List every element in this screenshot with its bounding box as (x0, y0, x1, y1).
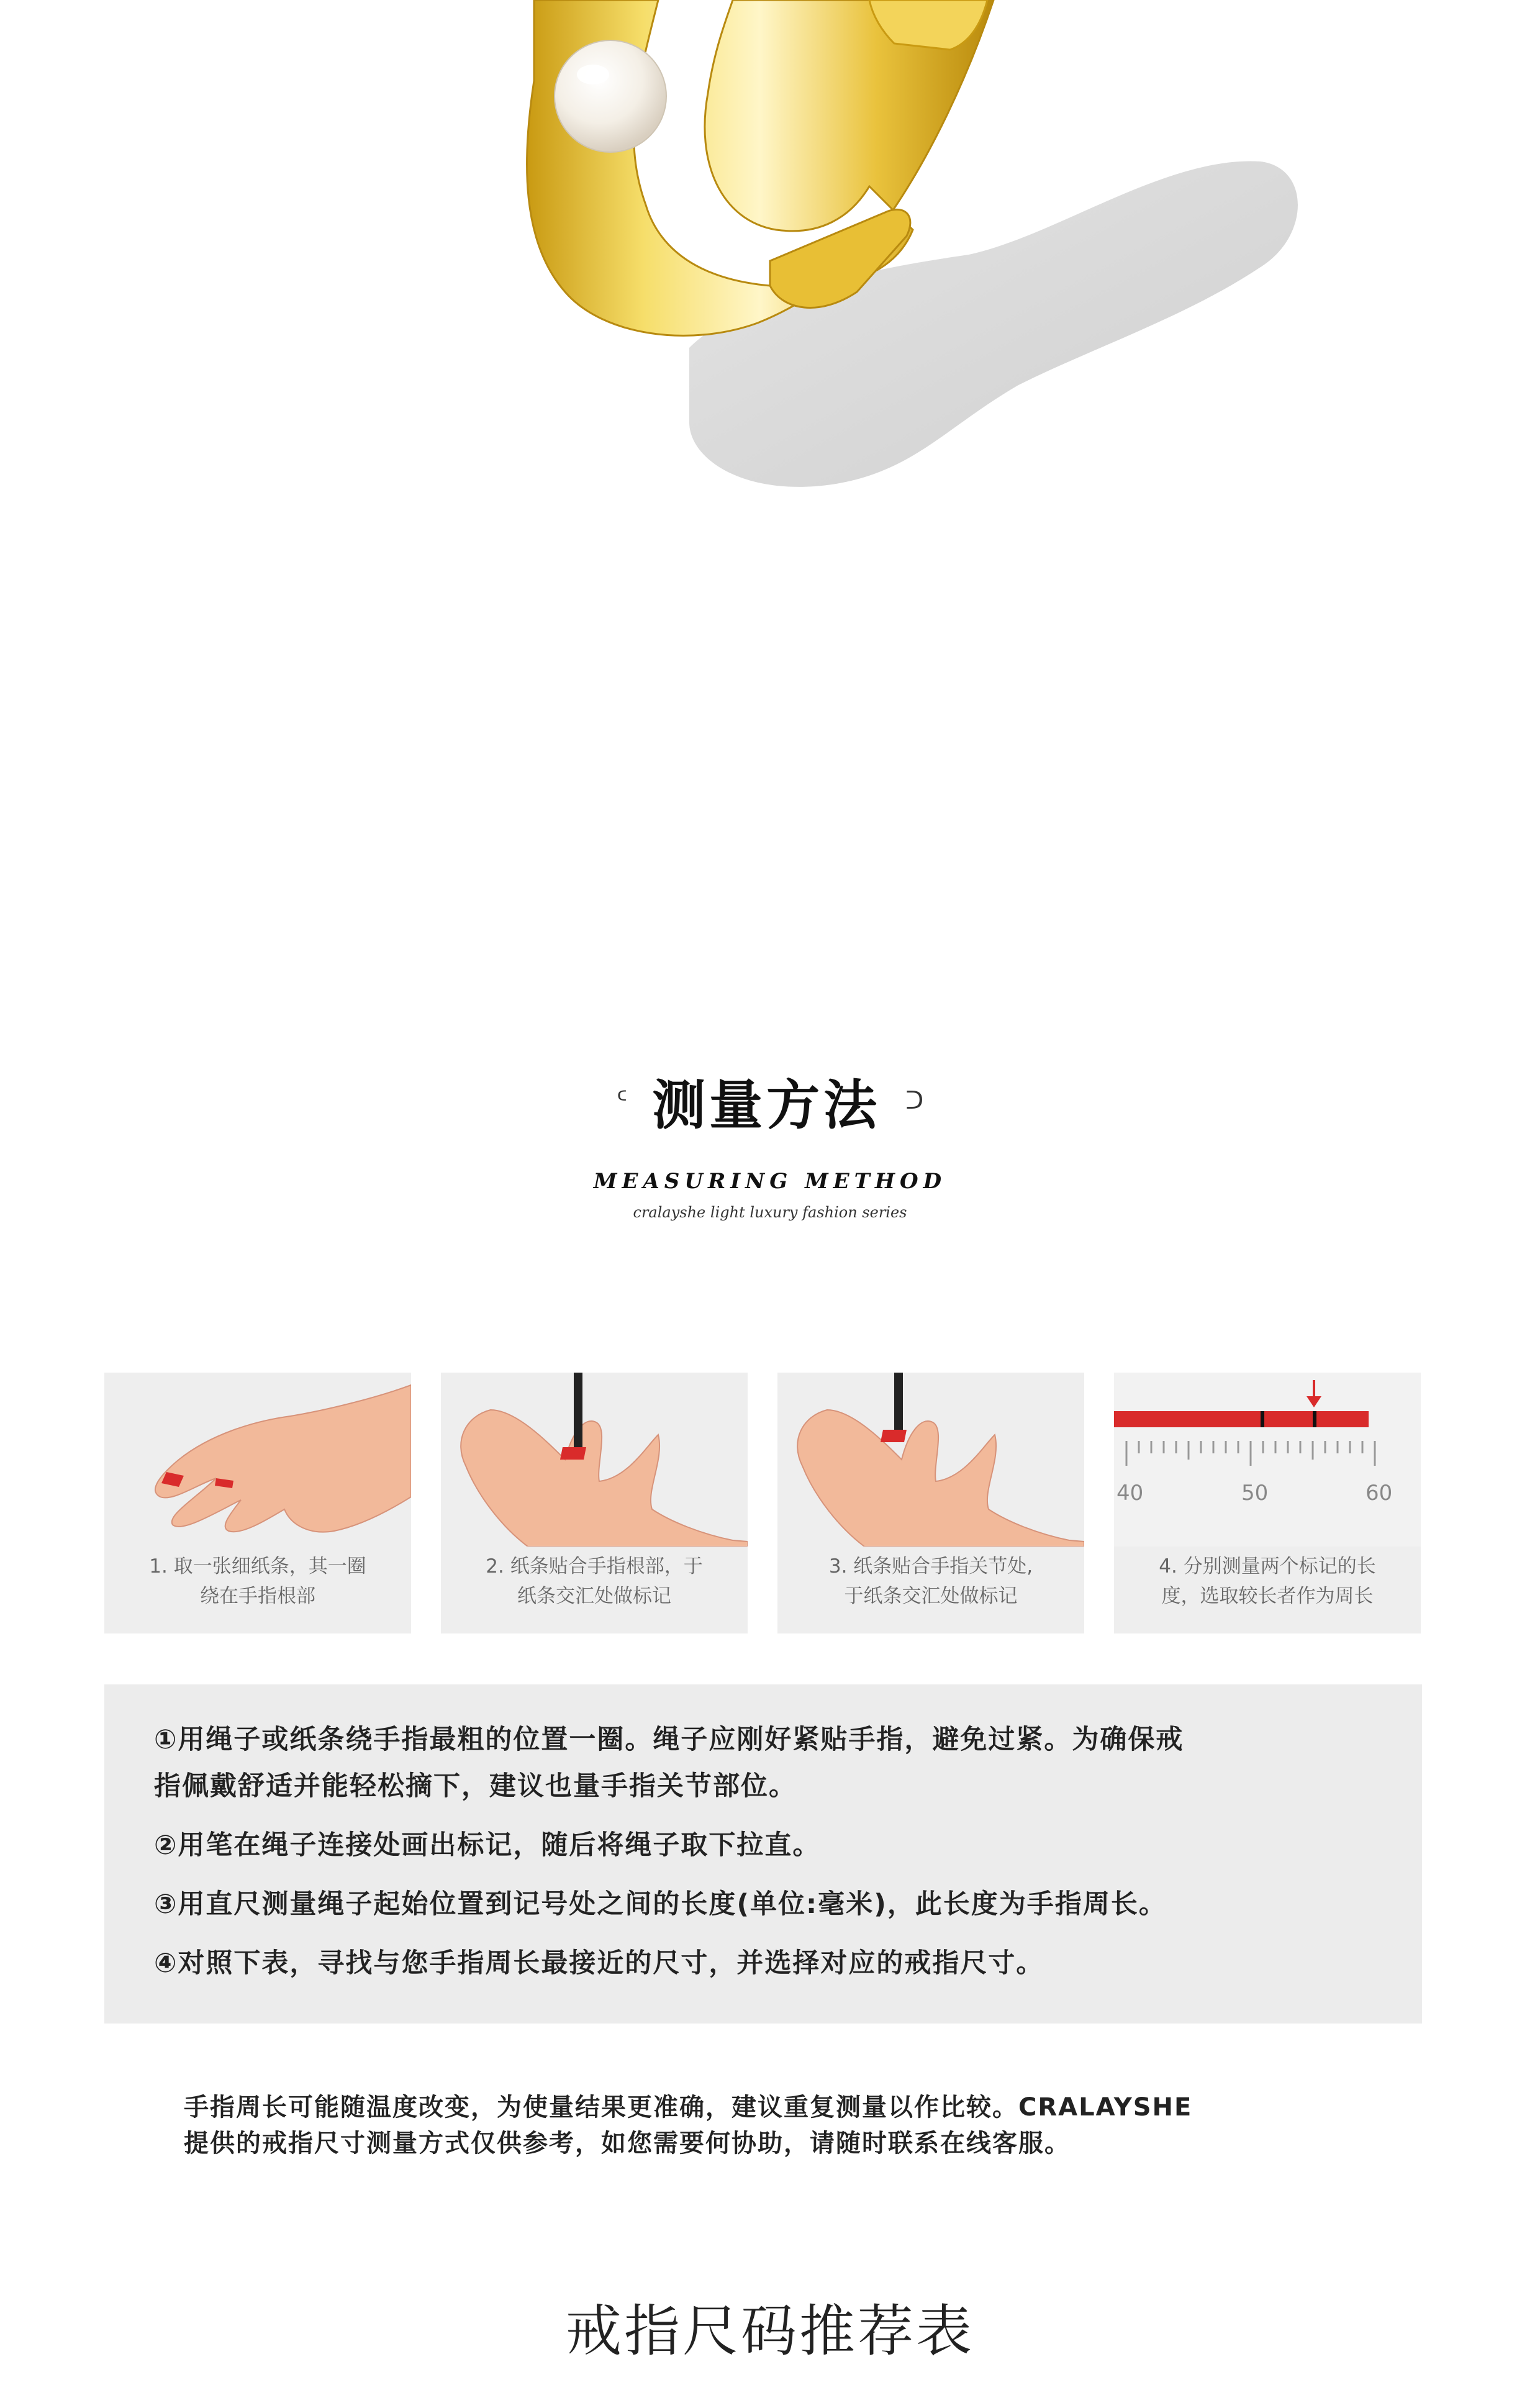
ruler-label-60: 60 (1366, 1481, 1393, 1506)
instruction-line-1: ①用绳子或纸条绕手指最粗的位置一圈。绳子应刚好紧贴手指，避免过紧。为确保戒 (154, 1724, 1184, 1755)
left-ornament-icon: ᑦ (616, 1086, 628, 1115)
step-caption-3 (777, 1551, 1084, 1611)
ruler-label-40: 40 (1116, 1481, 1144, 1506)
instruction-box (104, 1684, 1422, 2024)
section-subtitle: MEASURING METHOD (593, 1169, 947, 1194)
instruction-line-1-cont: 指佩戴舒适并能轻松摘下，建议也量手指关节部位。 (154, 1771, 797, 1802)
note-line-2: 提供的戒指尺寸测量方式仅供参考，如您需要何协助，请随时联系在线客服。 (184, 2129, 1071, 2158)
brand-tagline: cralayshe light luxury fashion series (633, 1204, 907, 1221)
step-caption-line: 4. 分别测量两个标记的长 (1159, 1555, 1376, 1578)
step-caption-line: 2. 纸条贴合手指根部，于 (486, 1555, 703, 1578)
measurement-note (184, 2089, 1364, 2161)
instruction-line-3: ③用直尺测量绳子起始位置到记号处之间的长度(单位:毫米)，此长度为手指周长。 (154, 1889, 1167, 1920)
step-caption-1 (104, 1551, 411, 1611)
step-caption-line: 绕在手指根部 (200, 1585, 315, 1607)
step-card-2 (441, 1373, 748, 1633)
ruler-label-50: 50 (1241, 1481, 1269, 1506)
step-caption-line: 度，选取较长者作为周长 (1161, 1585, 1374, 1607)
product-hero (0, 0, 1540, 994)
hand-mark-joint-icon (777, 1373, 1084, 1547)
step-caption-line: 3. 纸条贴合手指关节处, (828, 1555, 1033, 1578)
step-caption-line: 于纸条交汇处做标记 (844, 1585, 1018, 1607)
gold-pearl-ring-photo (0, 0, 1540, 994)
size-chart-title: 戒指尺码推荐表 (566, 2299, 974, 2364)
step-card-4 (1114, 1373, 1421, 1633)
step-caption-line: 1. 取一张细纸条，其一圈 (149, 1555, 366, 1578)
hand-mark-base-icon (441, 1373, 748, 1547)
step-card-1 (104, 1373, 411, 1633)
note-line-1: 手指周长可能随温度改变，为使量结果更准确，建议重复测量以作比较。CRALAYSHE (184, 2093, 1193, 2122)
step-caption-line: 纸条交汇处做标记 (517, 1585, 671, 1607)
step-caption-4 (1114, 1551, 1421, 1611)
instruction-line-2: ②用笔在绳子连接处画出标记，随后将绳子取下拉直。 (154, 1830, 821, 1861)
instruction-line-4: ④对照下表，寻找与您手指周长最接近的尺寸，并选择对应的戒指尺寸。 (154, 1948, 1044, 1979)
ruler-measure-icon (1114, 1373, 1421, 1547)
measurement-steps (104, 1373, 1421, 1633)
measuring-method-header (0, 1062, 1540, 1221)
right-ornament-icon: ᑐ (905, 1086, 924, 1115)
step-card-3 (777, 1373, 1084, 1633)
section-title-text: 测量方法 (652, 1074, 881, 1137)
hand-wrap-paper-icon (104, 1373, 411, 1547)
section-title (617, 1062, 924, 1139)
step-caption-2 (441, 1551, 748, 1611)
